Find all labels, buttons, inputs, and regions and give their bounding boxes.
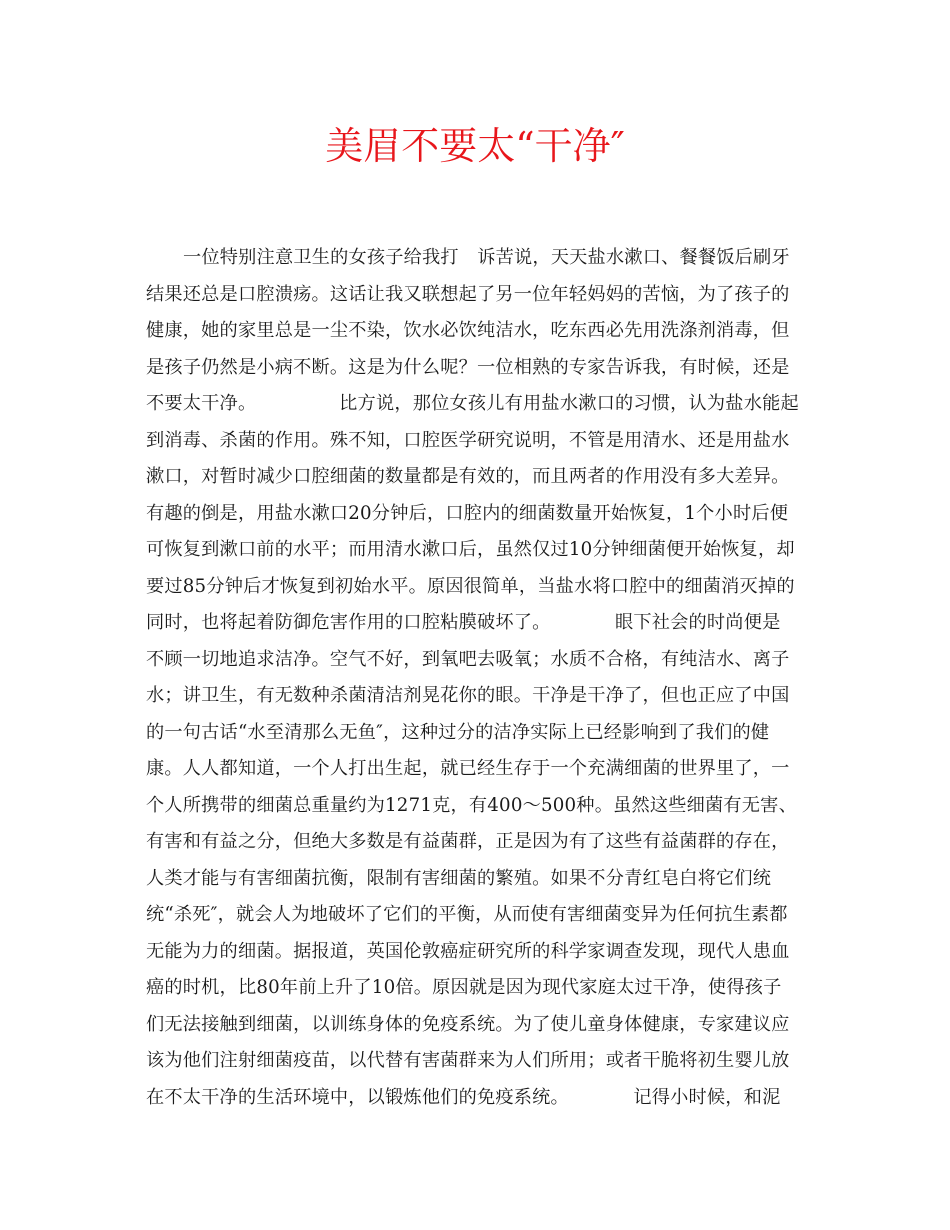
body-line: 不顾一切地追求洁净。空气不好，到氧吧去吸氧；水质不合格，有纯洁水、离子	[146, 648, 790, 670]
body-line: 可恢复到漱口前的水平；而用清水漱口后，虽然仅过10分钟细菌便开始恢复，却	[146, 539, 795, 560]
body-line: 的一句古话“水至清那么无鱼″，这种过分的洁净实际上已经影响到了我们的健	[146, 721, 770, 743]
body-line: 该为他们注射细菌疫苗，以代替有害菌群来为人们所用；或者干脆将初生婴儿放	[146, 1050, 790, 1071]
body-line: 康。人人都知道，一个人打出生起，就已经生存于一个充满细菌的世界里了，一	[146, 758, 790, 779]
body-line: 同时，也将起着防御危害作用的口腔粘膜破坏了。 眼下社会的时尚便是	[146, 612, 781, 633]
body-line: 是孩子仍然是小病不断。这是为什么呢？一位相熟的专家告诉我，有时候，还是	[146, 356, 790, 378]
body-line: 人类才能与有害细菌抗衡，限制有害细菌的繁殖。如果不分青红皂白将它们统	[146, 867, 772, 889]
body-line: 统“杀死″，就会人为地破坏了它们的平衡，从而使有害细菌变异为任何抗生素都	[146, 904, 788, 925]
body-line: 结果还总是口腔溃疡。这话让我又联想起了另一位年轻妈妈的苦恼，为了孩子的	[146, 283, 790, 305]
body-line: 漱口，对暂时减少口腔细菌的数量都是有效的，而且两者的作用没有多大差异。	[146, 466, 790, 487]
body-line: 要过85分钟后才恢复到初始水平。原因很简单，当盐水将口腔中的细菌消灭掉的	[146, 575, 795, 597]
body-line: 在不太干净的生活环境中，以锻炼他们的免疫系统。 记得小时候，和泥	[146, 1086, 781, 1108]
body-line: 不要太干净。 比方说，那位女孩儿有用盐水漱口的习惯，认为盐水能起	[146, 393, 799, 414]
body-line: 有害和有益之分，但绝大多数是有益菌群，正是因为有了这些有益菌群的存在，	[146, 831, 790, 852]
document-body	[146, 240, 826, 1116]
body-line: 水；讲卫生，有无数种杀菌清洁剂晃花你的眼。干净是干净了，但也正应了中国	[146, 685, 790, 706]
body-line: 健康，她的家里总是一尘不染，饮水必饮纯洁水，吃东西必先用洗涤剂消毒，但	[146, 320, 790, 341]
document-title: 美眉不要太“干净″	[325, 124, 625, 168]
body-line: 有趣的倒是，用盐水漱口20分钟后，口腔内的细菌数量开始恢复，1个小时后便	[146, 502, 789, 524]
body-line: 癌的时机，比80年前上升了10倍。原因就是因为现代家庭太过干净，使得孩子	[146, 977, 782, 998]
body-line: 到消毒、杀菌的作用。殊不知，口腔医学研究说明，不管是用清水、还是用盐水	[146, 429, 790, 451]
body-line: 一位特别注意卫生的女孩子给我打 诉苦说，天天盐水漱口、餐餐饭后刷牙	[183, 247, 790, 268]
body-line: 们无法接触到细菌，以训练身体的免疫系统。为了使儿童身体健康，专家建议应	[146, 1013, 790, 1035]
body-line: 无能为力的细菌。据报道，英国伦敦癌症研究所的科学家调查发现，现代人患血	[146, 940, 790, 962]
body-line: 个人所携带的细菌总重量约为1271克，有400～500种。虽然这些细菌有无害、	[146, 794, 797, 816]
